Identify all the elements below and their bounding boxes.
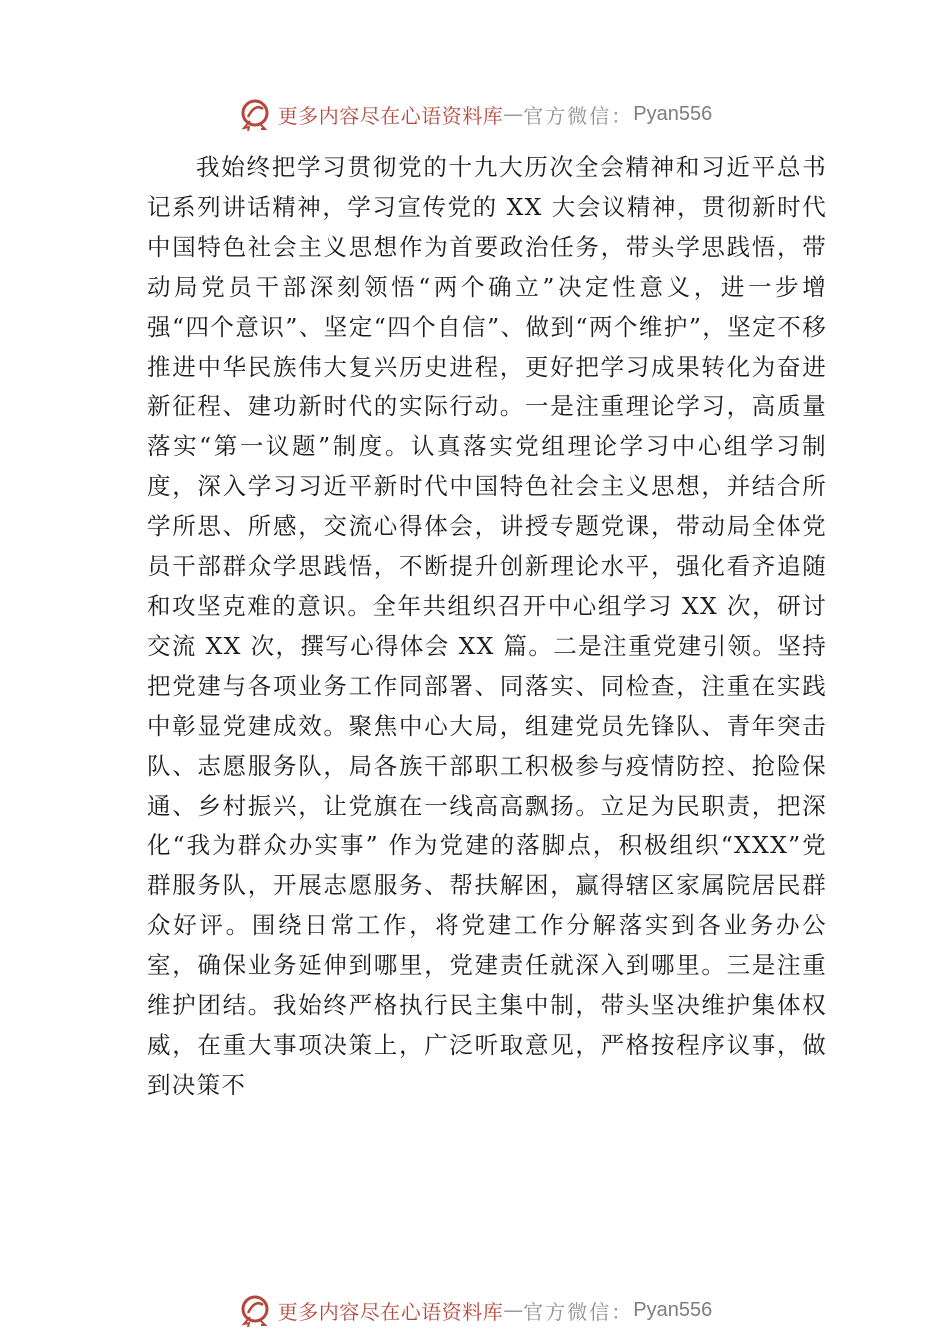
pen-ribbon-logo-icon — [238, 1293, 272, 1327]
pen-ribbon-logo-icon — [238, 97, 272, 131]
banner-wechat-label: 官方微信： — [523, 103, 634, 128]
banner-separator: — — [503, 1298, 524, 1322]
footer-banner — [0, 1290, 950, 1330]
banner-wechat-id: Pyan556 — [633, 1298, 713, 1321]
header-banner — [0, 94, 950, 134]
banner-wechat-label: 官方微信： — [523, 1299, 634, 1324]
banner-wechat-id: Pyan556 — [633, 102, 713, 125]
banner-separator: — — [503, 102, 524, 126]
banner-title: 更多内容尽在心语资料库 — [277, 103, 504, 128]
banner-title: 更多内容尽在心语资料库 — [277, 1299, 504, 1324]
body-paragraph: 我始终把学习贯彻党的十九大历次全会精神和习近平总书记系列讲话精神，学习宣传党的 XX 大会议精神，贯彻新时代中国特色社会主义思想作为首要政治任务，带头学思践悟，带动局党员干部深刻领悟“两个确立”决定性意义，进一步增强“四个意识”、坚定“四个自信”、做到“两个维护”，坚定不移推进中华民族伟大复兴历史进程，更好把学习成果转化为奋进新征程、建功新时代的实际行动。一是注重理论学习，高质量落实“第一议题”制度。认真落实党组理论学习中心组学习制度，深入学习习近平新时代中国特色社会主义思想，并结合所学所思、所感，交流心得体会，讲授专题党课，带动局全体党员干部群众学思践悟，不断提升创新理论水平，强化看齐追随和攻坚克难的意识。全年共组织召开中心组学习 XX 次，研讨交流 XX 次，撰写心得体会 XX 篇。二是注重党建引领。坚持把党建与各项业务工作同部署、同落实、同检查，注重在实践中彰显党建成效。聚焦中心大局，组建党员先锋队、青年突击队、志愿服务队，局各族干部职工积极参与疫情防控、抢险保通、乡村振兴，让党旗在一线高高飘扬。立足为民职责，把深化“我为群众办实事” 作为党建的落脚点，积极组织“XXX”党群服务队，开展志愿服务、帮扶解困，赢得辖区家属院居民群众好评。围绕日常工作，将党建工作分解落实到各业务办公室，确保业务延伸到哪里，党建责任就深入到哪里。三是注重维护团结。我始终严格执行民主集中制，带头坚决维护集体权威，在重大事项决策上，广泛听取意见，严格按程序议事，做到决策不 — [147, 153, 827, 1099]
